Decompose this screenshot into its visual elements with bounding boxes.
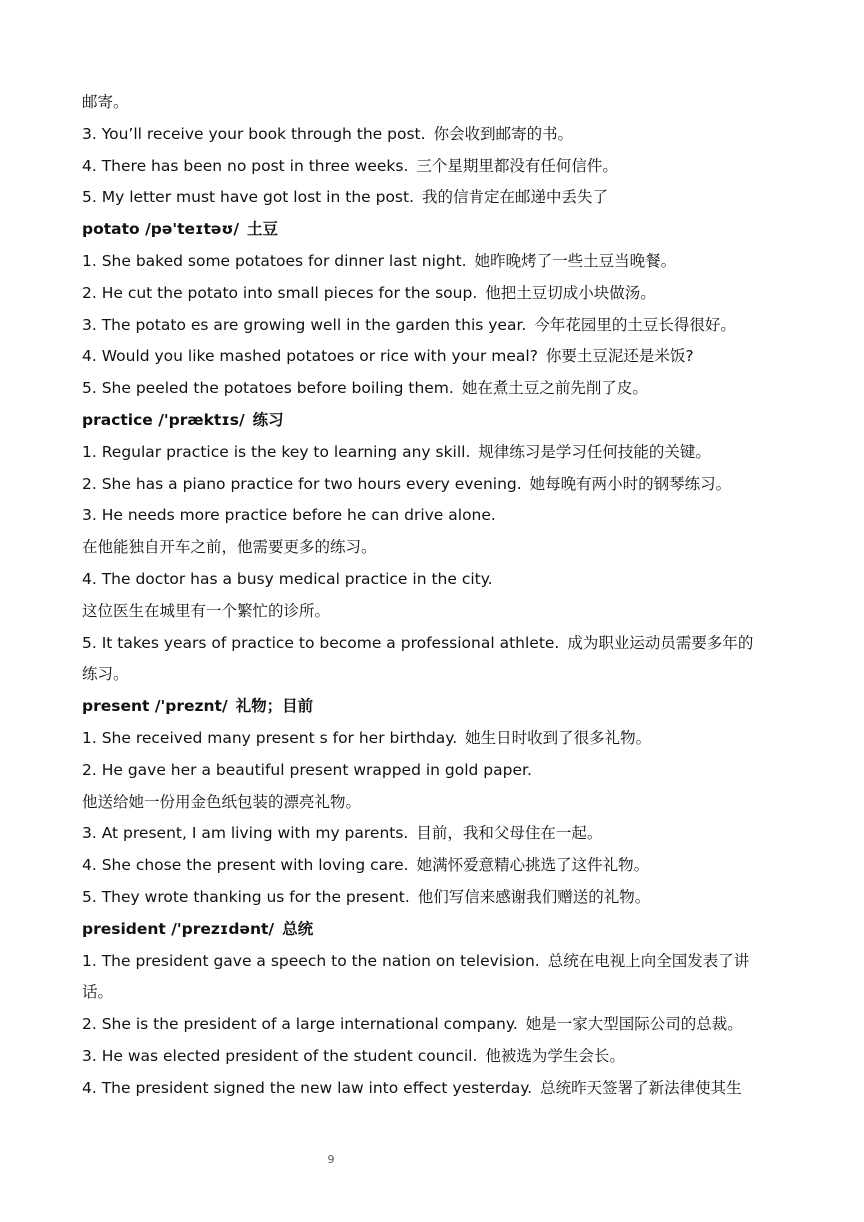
english-sentence: 2. He gave her a beautiful present wrapped in gold paper.	[82, 760, 532, 779]
english-sentence: 4. The president signed the new law into effect yesterday.	[82, 1078, 533, 1097]
vocab-word: potato /pə'teɪtəʊ/	[82, 220, 240, 239]
chinese-translation: 她昨晚烤了一些土豆当晚餐。	[474, 251, 677, 270]
english-sentence: 5. It takes years of practice to become a professional athlete.	[82, 633, 560, 652]
english-sentence: 2. She is the president of a large international company.	[82, 1015, 518, 1034]
text-line	[82, 1073, 787, 1105]
chinese-translation: 三个星期里都没有任何信件。	[416, 156, 618, 175]
english-sentence: 2. He cut the potato into small pieces for the soup.	[82, 283, 478, 302]
english-sentence: 4. Would you like mashed potatoes or rice with your meal?	[82, 347, 538, 366]
vocab-word: practice /'præktɪs/	[82, 410, 245, 429]
chinese-translation: 你要土豆泥还是米饭?	[545, 347, 694, 366]
chinese-translation: 她满怀爱意精心挑选了这件礼物。	[416, 856, 650, 875]
text-line	[82, 246, 787, 278]
english-sentence: 1. She baked some potatoes for dinner last night.	[82, 251, 467, 270]
text-line	[82, 310, 787, 342]
chinese-translation: 他把土豆切成小块做汤。	[485, 283, 656, 302]
text-line	[82, 787, 787, 819]
chinese-translation: 规律练习是学习任何技能的关键。	[478, 442, 711, 461]
chinese-translation: 她每晚有两小时的钢琴练习。	[529, 474, 732, 493]
vocab-heading	[82, 691, 787, 723]
chinese-translation: 他被选为学生会长。	[485, 1046, 625, 1065]
chinese-translation: 她是一家大型国际公司的总裁。	[525, 1015, 743, 1034]
english-sentence: 3. The potato es are growing well in the garden this year.	[82, 315, 527, 334]
text-line	[82, 755, 787, 787]
vocab-meaning: 练习	[252, 410, 284, 429]
chinese-translation: 他送给她一份用金色纸包装的漂亮礼物。	[82, 792, 362, 811]
text-line	[82, 373, 787, 405]
text-line	[82, 278, 787, 310]
text-line	[82, 723, 787, 755]
text-line	[82, 628, 787, 660]
vocab-heading	[82, 214, 787, 246]
chinese-translation: 今年花园里的土豆长得很好。	[534, 315, 736, 334]
document-body	[82, 87, 787, 1105]
chinese-translation: 话。	[82, 983, 114, 1002]
english-sentence: 3. You’ll receive your book through the post.	[82, 124, 426, 143]
text-line	[82, 469, 787, 501]
vocab-word: present /'preznt/	[82, 697, 228, 716]
english-sentence: 1. She received many present s for her birthday.	[82, 728, 458, 747]
vocab-meaning: 土豆	[247, 220, 279, 239]
chinese-translation: 目前，我和父母住在一起。	[416, 824, 603, 843]
text-line	[82, 818, 787, 850]
english-sentence: 4. She chose the present with loving care.	[82, 856, 409, 875]
chinese-translation: 她生日时收到了很多礼物。	[465, 728, 652, 747]
page-number: 9	[327, 1153, 335, 1166]
vocab-meaning: 礼物；目前	[235, 697, 314, 716]
vocab-word: president /'prezɪdənt/	[82, 919, 275, 938]
english-sentence: 2. She has a piano practice for two hours every evening.	[82, 474, 522, 493]
text-line	[82, 87, 787, 119]
chinese-translation: 她在煮土豆之前先削了皮。	[461, 379, 648, 398]
text-line	[82, 850, 787, 882]
chinese-translation: 你会收到邮寄的书。	[433, 124, 574, 143]
text-line	[82, 341, 787, 373]
text-line	[82, 564, 787, 596]
text-line	[82, 659, 787, 691]
text-line	[82, 151, 787, 183]
chinese-translation: 练习。	[82, 665, 129, 684]
chinese-translation: 总统在电视上向全国发表了讲	[547, 951, 750, 970]
text-line	[82, 1041, 787, 1073]
vocab-heading	[82, 914, 787, 946]
chinese-translation: 成为职业运动员需要多年的	[567, 633, 754, 652]
chinese-translation: 他们写信来感谢我们赠送的礼物。	[417, 887, 651, 906]
text-line	[82, 500, 787, 532]
chinese-translation: 我的信肯定在邮递中丢失了	[422, 188, 609, 207]
vocab-heading	[82, 405, 787, 437]
text-line	[82, 119, 787, 151]
text-line	[82, 437, 787, 469]
english-sentence: 3. He needs more practice before he can drive alone.	[82, 506, 496, 525]
text-line	[82, 532, 787, 564]
english-sentence: 5. She peeled the potatoes before boiling them.	[82, 379, 454, 398]
vocab-meaning: 总统	[282, 919, 314, 938]
english-sentence: 4. The doctor has a busy medical practice in the city.	[82, 569, 493, 588]
text-line	[82, 946, 787, 978]
text-line	[82, 182, 787, 214]
text-line	[82, 596, 787, 628]
text-line	[82, 882, 787, 914]
chinese-translation: 总统昨天签署了新法律使其生	[540, 1078, 742, 1097]
english-sentence: 3. He was elected president of the student council.	[82, 1046, 478, 1065]
english-sentence: 5. They wrote thanking us for the present.	[82, 887, 410, 906]
chinese-translation: 这位医生在城里有一个繁忙的诊所。	[82, 601, 331, 620]
english-sentence: 1. Regular practice is the key to learning any skill.	[82, 442, 471, 461]
english-sentence: 5. My letter must have got lost in the post.	[82, 188, 415, 207]
text-line	[82, 977, 787, 1009]
chinese-translation: 邮寄。	[82, 93, 129, 111]
chinese-translation: 在他能独自开车之前，他需要更多的练习。	[82, 538, 377, 557]
english-sentence: 4. There has been no post in three weeks.	[82, 156, 409, 175]
text-line	[82, 1009, 787, 1041]
english-sentence: 1. The president gave a speech to the nation on television.	[82, 951, 540, 970]
english-sentence: 3. At present, I am living with my parents.	[82, 824, 409, 843]
